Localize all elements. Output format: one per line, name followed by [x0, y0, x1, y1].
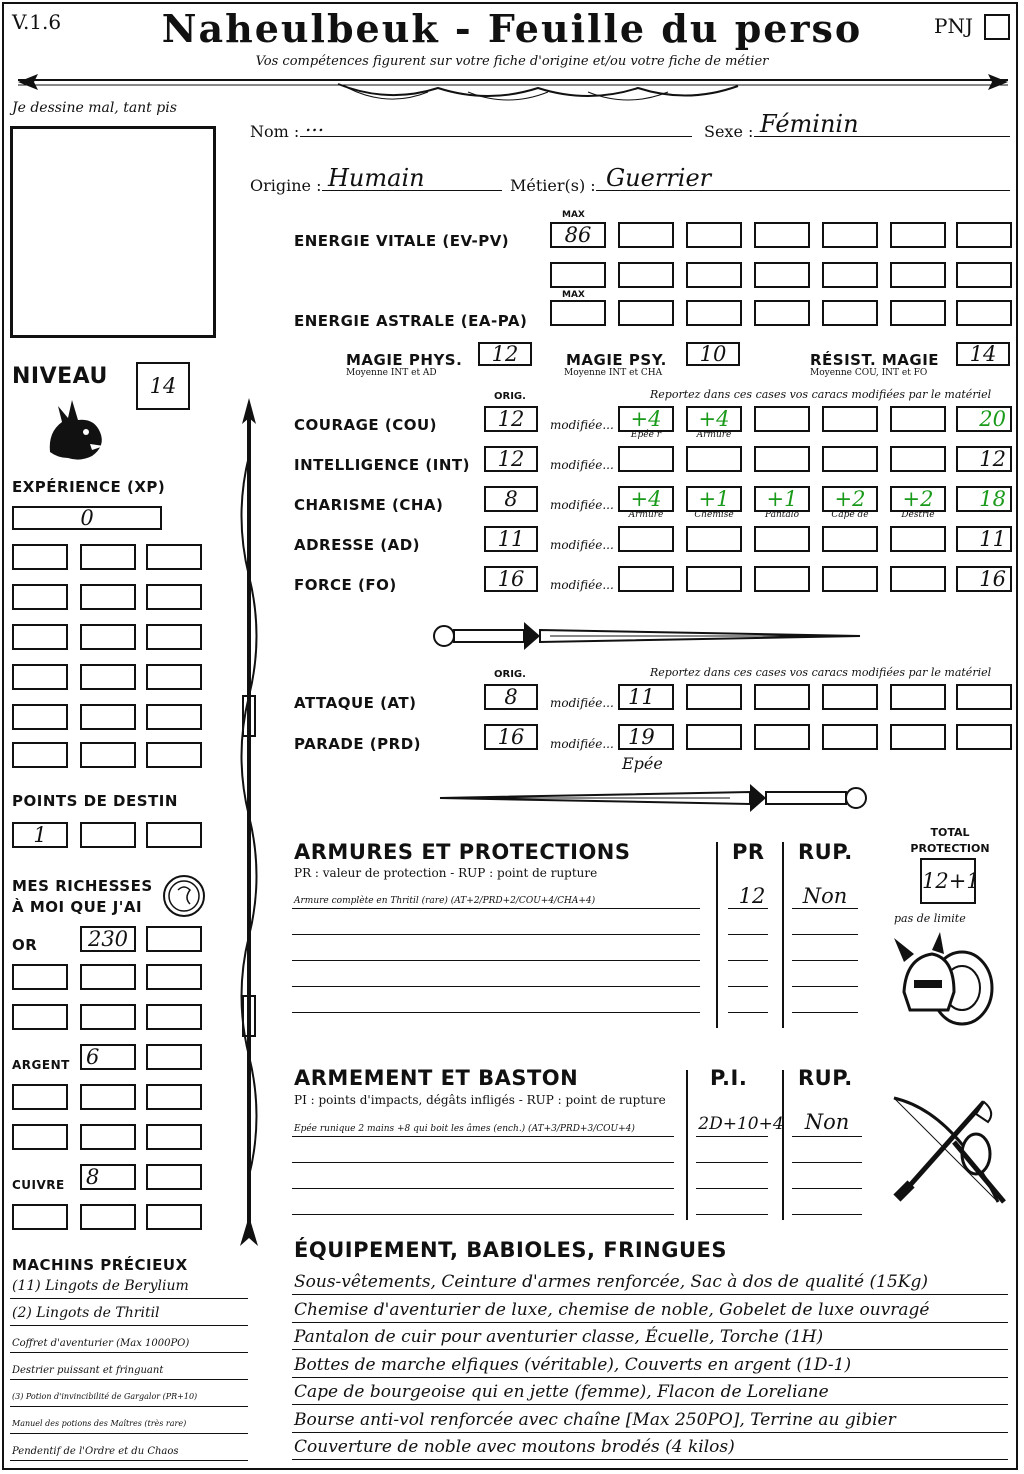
xp-box[interactable] — [12, 664, 68, 690]
prd-orig[interactable]: 16 — [484, 724, 538, 750]
armor-item-rup[interactable]: Non — [802, 884, 848, 908]
armor-item-pr[interactable]: 12 — [738, 884, 766, 908]
destin-box[interactable] — [146, 822, 202, 848]
xp-box[interactable] — [146, 664, 202, 690]
argent-box[interactable] — [146, 1084, 202, 1110]
stat-mod-source: Destrie — [901, 510, 935, 520]
argent-box[interactable] — [80, 1124, 136, 1150]
stat-modif-label: modifiée... — [550, 578, 614, 592]
at-modified[interactable]: 11 — [618, 684, 674, 710]
or-box[interactable] — [146, 926, 202, 952]
xp-box[interactable] — [80, 544, 136, 570]
weapon-line[interactable] — [292, 1214, 674, 1215]
argent-box[interactable] — [146, 1044, 202, 1070]
weapons-title: ARMEMENT ET BASTON — [294, 1066, 579, 1090]
xp-box[interactable] — [80, 624, 136, 650]
page-subtitle: Vos compétences figurent sur votre fiche d'origine et/ou votre fiche de métier — [255, 54, 769, 69]
sword-illustration — [430, 612, 870, 658]
at-box[interactable] — [686, 684, 742, 710]
at-box[interactable] — [754, 684, 810, 710]
weapon-line[interactable] — [292, 1188, 674, 1189]
stat-mod-source: Pantalo — [764, 510, 800, 520]
weapon-item-name[interactable]: Epée runique 2 mains +8 qui boit les âmes (ench.) (AT+3/PRD+3/COU+4) — [294, 1124, 635, 1134]
cuivre-value[interactable]: 8 — [80, 1164, 136, 1190]
ev-box[interactable] — [822, 262, 878, 288]
magie-phys-label: MAGIE PHYS. — [346, 351, 463, 369]
weapon-line[interactable] — [792, 1188, 862, 1189]
staff-illustration — [226, 396, 272, 1258]
ev-box[interactable] — [618, 222, 674, 248]
cuivre-box[interactable] — [146, 1204, 202, 1230]
armor-col-divider — [716, 842, 718, 1028]
stat-mod-box[interactable]: +2 — [890, 486, 946, 512]
at-modif-label: modifiée... — [550, 696, 614, 710]
argent-box[interactable] — [80, 1084, 136, 1110]
ea-box[interactable] — [754, 300, 810, 326]
precious-item[interactable]: (3) Potion d'invincibilité de Gargalor (PR+10) — [12, 1392, 198, 1401]
prd-note: Epée — [622, 754, 663, 773]
sexe-value[interactable]: Féminin — [760, 110, 859, 138]
stat-label: ADRESSE (AD) — [294, 536, 421, 554]
helmet-shield-icon — [892, 930, 1000, 1036]
stat-modif-label: modifiée... — [550, 498, 614, 512]
weapon-line[interactable] — [696, 1214, 768, 1215]
ea-label: ENERGIE ASTRALE (EA-PA) — [294, 312, 528, 330]
equipment-line[interactable]: Cape de bourgeoise qui en jette (femme), Flacon de Loreliane — [294, 1382, 829, 1402]
equipment-line[interactable]: Bourse anti-vol renforcée avec chaîne [Max 250PO], Terrine au gibier — [294, 1409, 896, 1430]
precious-underline — [10, 1460, 248, 1461]
equipment-underline — [292, 1459, 1008, 1460]
total-protection-value[interactable]: 12+1 — [920, 858, 976, 904]
or-box[interactable] — [146, 1004, 202, 1030]
ev-box[interactable] — [686, 222, 742, 248]
argent-box[interactable] — [12, 1124, 68, 1150]
xp-box[interactable] — [12, 704, 68, 730]
origine-line — [322, 190, 502, 191]
armor-line[interactable] — [728, 1012, 768, 1013]
sword-illustration-2 — [430, 776, 870, 822]
precious-underline — [10, 1298, 248, 1299]
ev-box[interactable] — [956, 222, 1012, 248]
ev-label: ENERGIE VITALE (EV-PV) — [294, 232, 510, 250]
stat-mod-box[interactable]: +2 — [822, 486, 878, 512]
metier-label: Métier(s) : — [510, 176, 596, 195]
armor-pr-header: PR — [732, 840, 765, 864]
stat-modif-label: modifiée... — [550, 458, 614, 472]
stat-mod-box[interactable] — [754, 526, 810, 552]
stat-mod-source: Epée r — [630, 430, 662, 440]
stat-mod-box[interactable] — [618, 446, 674, 472]
equipment-underline — [292, 1322, 1008, 1323]
xp-box[interactable] — [80, 742, 136, 768]
equipment-underline — [292, 1377, 1008, 1378]
weapon-line[interactable] — [696, 1188, 768, 1189]
stat-mod-box[interactable] — [754, 406, 810, 432]
ev-max-box[interactable]: 86 — [550, 222, 606, 248]
xp-box[interactable] — [146, 624, 202, 650]
stat-orig[interactable]: 12 — [484, 446, 538, 472]
weapons-col-divider — [686, 1070, 688, 1220]
magie-psy-label: MAGIE PSY. — [566, 351, 667, 369]
weapon-line[interactable] — [292, 1162, 674, 1163]
equipment-line[interactable]: Pantalon de cuir pour aventurier classe, Écuelle, Torche (1H) — [294, 1327, 824, 1347]
weapons-subtitle: PI : points d'impacts, dégâts infligés - RUP : point de rupture — [294, 1093, 666, 1107]
stat-mod-box[interactable] — [754, 446, 810, 472]
stat-mod-box[interactable] — [890, 446, 946, 472]
equipment-line[interactable]: Sous-vêtements, Ceinture d'armes renforcée, Sac à dos de qualité (15Kg) — [294, 1272, 928, 1292]
equipment-underline — [292, 1294, 1008, 1295]
stat-mod-box[interactable]: +4 — [618, 486, 674, 512]
metier-line — [596, 190, 1010, 191]
armor-line[interactable] — [292, 960, 700, 961]
stat-final[interactable]: 11 — [956, 526, 1012, 552]
niveau-value[interactable]: 14 — [136, 362, 190, 410]
equipment-line[interactable]: Couverture de noble avec moutons brodés (4 kilos) — [294, 1437, 735, 1457]
combat-orig-label: ORIG. — [494, 669, 526, 680]
stat-mod-box[interactable] — [618, 526, 674, 552]
stat-mod-box[interactable] — [822, 526, 878, 552]
armor-rup-header: RUP. — [798, 840, 853, 864]
prd-modif-label: modifiée... — [550, 737, 614, 751]
portrait-frame[interactable] — [10, 126, 216, 338]
pnj-checkbox[interactable] — [984, 14, 1010, 40]
coin-icon — [160, 872, 208, 920]
stat-mod-box[interactable]: +1 — [754, 486, 810, 512]
total-protection-label-2: PROTECTION — [910, 842, 990, 855]
argent-value[interactable]: 6 — [80, 1044, 136, 1070]
weapon-line — [792, 1136, 862, 1137]
argent-box[interactable] — [12, 1084, 68, 1110]
sexe-line — [754, 136, 1010, 137]
ea-box[interactable] — [890, 300, 946, 326]
crossed-weapons-icon — [884, 1092, 1008, 1216]
stat-mod-box[interactable] — [822, 446, 878, 472]
weapon-line[interactable] — [792, 1162, 862, 1163]
stat-mod-source: Chemise — [694, 510, 734, 520]
destin-label: POINTS DE DESTIN — [12, 792, 178, 810]
stat-orig[interactable]: 11 — [484, 526, 538, 552]
armor-line[interactable] — [792, 960, 858, 961]
stat-label: COURAGE (COU) — [294, 416, 438, 434]
weapon-line — [696, 1136, 768, 1137]
equipment-title: ÉQUIPEMENT, BABIOLES, FRINGUES — [294, 1238, 727, 1262]
ea-max-label: MAX — [562, 290, 585, 300]
weapons-rup-header: RUP. — [798, 1066, 853, 1090]
stat-label: INTELLIGENCE (INT) — [294, 456, 470, 474]
magie-phys-value[interactable]: 12 — [478, 342, 532, 366]
origine-value[interactable]: Humain — [328, 164, 425, 192]
destin-value[interactable]: 1 — [12, 822, 68, 848]
page-title: Naheulbeuk - Feuille du perso — [161, 6, 863, 51]
xp-box[interactable] — [80, 584, 136, 610]
ea-box[interactable] — [686, 300, 742, 326]
at-box[interactable] — [956, 684, 1012, 710]
xp-box[interactable] — [146, 584, 202, 610]
stat-label: CHARISME (CHA) — [294, 496, 444, 514]
equipment-underline — [292, 1432, 1008, 1433]
precious-title: MACHINS PRÉCIEUX — [12, 1256, 188, 1274]
stat-mod-box[interactable] — [686, 526, 742, 552]
stat-mod-source: Cape de — [831, 510, 869, 520]
armor-line[interactable] — [792, 934, 858, 935]
armor-item-name[interactable]: Armure complète en Thritil (rare) (AT+2/PRD+2/COU+4/CHA+4) — [294, 896, 596, 906]
or-label: OR — [12, 936, 38, 954]
precious-underline — [10, 1352, 248, 1353]
stat-final[interactable]: 16 — [956, 566, 1012, 592]
ev-box[interactable] — [618, 262, 674, 288]
nom-label: Nom : — [250, 122, 300, 141]
armor-col-divider — [782, 842, 784, 1028]
weapon-line — [292, 1136, 674, 1137]
no-limit-note: pas de limite — [894, 912, 966, 925]
armor-line[interactable] — [728, 960, 768, 961]
at-orig[interactable]: 8 — [484, 684, 538, 710]
prd-box[interactable] — [956, 724, 1012, 750]
precious-item[interactable]: Manuel des potions des Maîtres (très rare) — [12, 1419, 187, 1428]
weapon-item-pi[interactable]: 2D+10+4 — [698, 1114, 784, 1134]
armor-line — [728, 908, 768, 909]
prd-box[interactable] — [890, 724, 946, 750]
weapons-col-divider — [782, 1070, 784, 1220]
pnj-label: PNJ — [934, 14, 973, 38]
xp-box[interactable] — [146, 544, 202, 570]
at-box[interactable] — [890, 684, 946, 710]
or-box[interactable] — [146, 964, 202, 990]
cuivre-box[interactable] — [80, 1204, 136, 1230]
xp-box[interactable] — [80, 664, 136, 690]
magie-psy-value[interactable]: 10 — [686, 342, 740, 366]
or-box[interactable] — [12, 964, 68, 990]
sexe-label: Sexe : — [704, 122, 754, 141]
version-label: V.1.6 — [12, 10, 62, 34]
stat-mod-box[interactable] — [822, 406, 878, 432]
ev-box[interactable] — [890, 222, 946, 248]
argent-box[interactable] — [146, 1124, 202, 1150]
precious-item[interactable]: (2) Lingots de Thritil — [12, 1305, 160, 1321]
equipment-underline — [292, 1404, 1008, 1405]
precious-item[interactable]: Coffret d'aventurier (Max 1000PO) — [12, 1338, 190, 1349]
armor-line[interactable] — [728, 934, 768, 935]
stat-mod-box[interactable] — [890, 406, 946, 432]
armor-line[interactable] — [292, 1012, 700, 1013]
armor-line[interactable] — [792, 1012, 858, 1013]
stat-mod-box[interactable] — [686, 446, 742, 472]
or-box[interactable] — [80, 964, 136, 990]
precious-underline — [10, 1406, 248, 1407]
stat-mod-box[interactable]: +4 — [618, 406, 674, 432]
stat-mod-box[interactable] — [890, 566, 946, 592]
armor-subtitle: PR : valeur de protection - RUP : point de rupture — [294, 866, 598, 880]
ev-box[interactable] — [956, 262, 1012, 288]
cuivre-box[interactable] — [12, 1204, 68, 1230]
stat-mod-source: Armure — [628, 510, 664, 520]
stat-mod-box[interactable]: +4 — [686, 406, 742, 432]
ev-box[interactable] — [890, 262, 946, 288]
stat-mod-box[interactable] — [618, 566, 674, 592]
stat-label: FORCE (FO) — [294, 576, 397, 594]
metier-value[interactable]: Guerrier — [606, 164, 712, 192]
stat-final[interactable]: 12 — [956, 446, 1012, 472]
stat-mod-box[interactable] — [890, 526, 946, 552]
xp-box[interactable] — [12, 742, 68, 768]
or-box[interactable] — [80, 1004, 136, 1030]
prd-box[interactable] — [686, 724, 742, 750]
stats-report-note: Reportez dans ces cases vos caracs modifiées par le matériel — [650, 388, 992, 401]
xp-box[interactable] — [12, 584, 68, 610]
prd-box[interactable] — [822, 724, 878, 750]
origine-label: Origine : — [250, 176, 322, 195]
weapon-item-rup[interactable]: Non — [804, 1110, 850, 1134]
stat-mod-box[interactable] — [822, 566, 878, 592]
equipment-line[interactable]: Chemise d'aventurier de luxe, chemise de noble, Gobelet de luxe ouvragé — [294, 1299, 930, 1320]
equipment-line[interactable]: Bottes de marche elfiques (véritable), Couverts en argent (1D-1) — [294, 1354, 852, 1375]
weapons-pi-header: P.I. — [710, 1066, 748, 1090]
xp-box[interactable] — [146, 704, 202, 730]
precious-item[interactable]: Pendentif de l'Ordre et du Chaos — [12, 1446, 179, 1457]
or-box[interactable] — [12, 1004, 68, 1030]
armor-line[interactable] — [292, 934, 700, 935]
precious-underline — [10, 1325, 248, 1326]
precious-item[interactable]: (11) Lingots de Berylium — [12, 1278, 189, 1294]
ev-box[interactable] — [822, 222, 878, 248]
prd-modified[interactable]: 19 — [618, 724, 674, 750]
at-label: ATTAQUE (AT) — [294, 694, 417, 712]
resist-magie-value[interactable]: 14 — [956, 342, 1010, 366]
stat-mod-box[interactable]: +1 — [686, 486, 742, 512]
niveau-label: NIVEAU — [12, 364, 108, 389]
xp-box[interactable] — [12, 544, 68, 570]
magie-psy-sub: Moyenne INT et CHA — [564, 368, 663, 378]
precious-underline — [10, 1379, 248, 1380]
weapon-line[interactable] — [696, 1162, 768, 1163]
armor-line — [792, 908, 858, 909]
xp-label: EXPÉRIENCE (XP) — [12, 478, 166, 496]
magie-phys-sub: Moyenne INT et AD — [346, 368, 437, 378]
stat-final[interactable]: 20 — [956, 406, 1012, 432]
armor-line[interactable] — [292, 986, 700, 987]
stat-final[interactable]: 18 — [956, 486, 1012, 512]
argent-label: ARGENT — [12, 1058, 70, 1072]
at-box[interactable] — [822, 684, 878, 710]
resist-magie-sub: Moyenne COU, INT et FO — [810, 368, 928, 378]
ev-max-label: MAX — [562, 210, 585, 220]
stat-orig[interactable]: 8 — [484, 486, 538, 512]
stat-modif-label: modifiée... — [550, 538, 614, 552]
nom-line — [300, 136, 692, 137]
stat-modif-label: modifiée... — [550, 418, 614, 432]
stat-orig[interactable]: 12 — [484, 406, 538, 432]
xp-box[interactable] — [12, 624, 68, 650]
prd-label: PARADE (PRD) — [294, 735, 422, 753]
ea-box[interactable] — [618, 300, 674, 326]
ea-max-box[interactable] — [550, 300, 606, 326]
richesses-label-1: MES RICHESSES — [12, 877, 153, 895]
resist-magie-label: RÉSIST. MAGIE — [810, 351, 940, 369]
cuivre-box[interactable] — [146, 1164, 202, 1190]
richesses-label-2: À MOI QUE J'AI — [12, 898, 143, 916]
ev-box[interactable] — [754, 262, 810, 288]
armor-line[interactable] — [792, 986, 858, 987]
stat-mod-box[interactable] — [686, 566, 742, 592]
dragon-icon — [40, 392, 110, 464]
xp-box[interactable] — [80, 704, 136, 730]
portrait-caption: Je dessine mal, tant pis — [12, 100, 177, 116]
xp-value[interactable]: 0 — [12, 506, 162, 530]
ev-box[interactable] — [686, 262, 742, 288]
ev-box[interactable] — [550, 262, 606, 288]
combat-report-note: Reportez dans ces cases vos caracs modifiées par le matériel — [650, 666, 992, 679]
xp-box[interactable] — [146, 742, 202, 768]
precious-underline — [10, 1433, 248, 1434]
ea-box[interactable] — [956, 300, 1012, 326]
ev-box[interactable] — [754, 222, 810, 248]
destin-box[interactable] — [80, 822, 136, 848]
orig-label: ORIG. — [494, 391, 526, 402]
armor-title: ARMURES ET PROTECTIONS — [294, 840, 631, 864]
nom-value[interactable]: ... — [305, 112, 325, 136]
precious-item[interactable]: Destrier puissant et fringuant — [12, 1365, 164, 1376]
cuivre-label: CUIVRE — [12, 1178, 65, 1192]
stat-mod-source: Armure — [696, 430, 732, 440]
equipment-underline — [292, 1349, 1008, 1350]
armor-line[interactable] — [728, 986, 768, 987]
armor-line — [292, 908, 700, 909]
total-protection-label-1: TOTAL — [930, 826, 970, 839]
ea-box[interactable] — [822, 300, 878, 326]
weapon-line[interactable] — [792, 1214, 862, 1215]
prd-box[interactable] — [754, 724, 810, 750]
or-value[interactable]: 230 — [80, 926, 136, 952]
stat-mod-box[interactable] — [754, 566, 810, 592]
stat-orig[interactable]: 16 — [484, 566, 538, 592]
